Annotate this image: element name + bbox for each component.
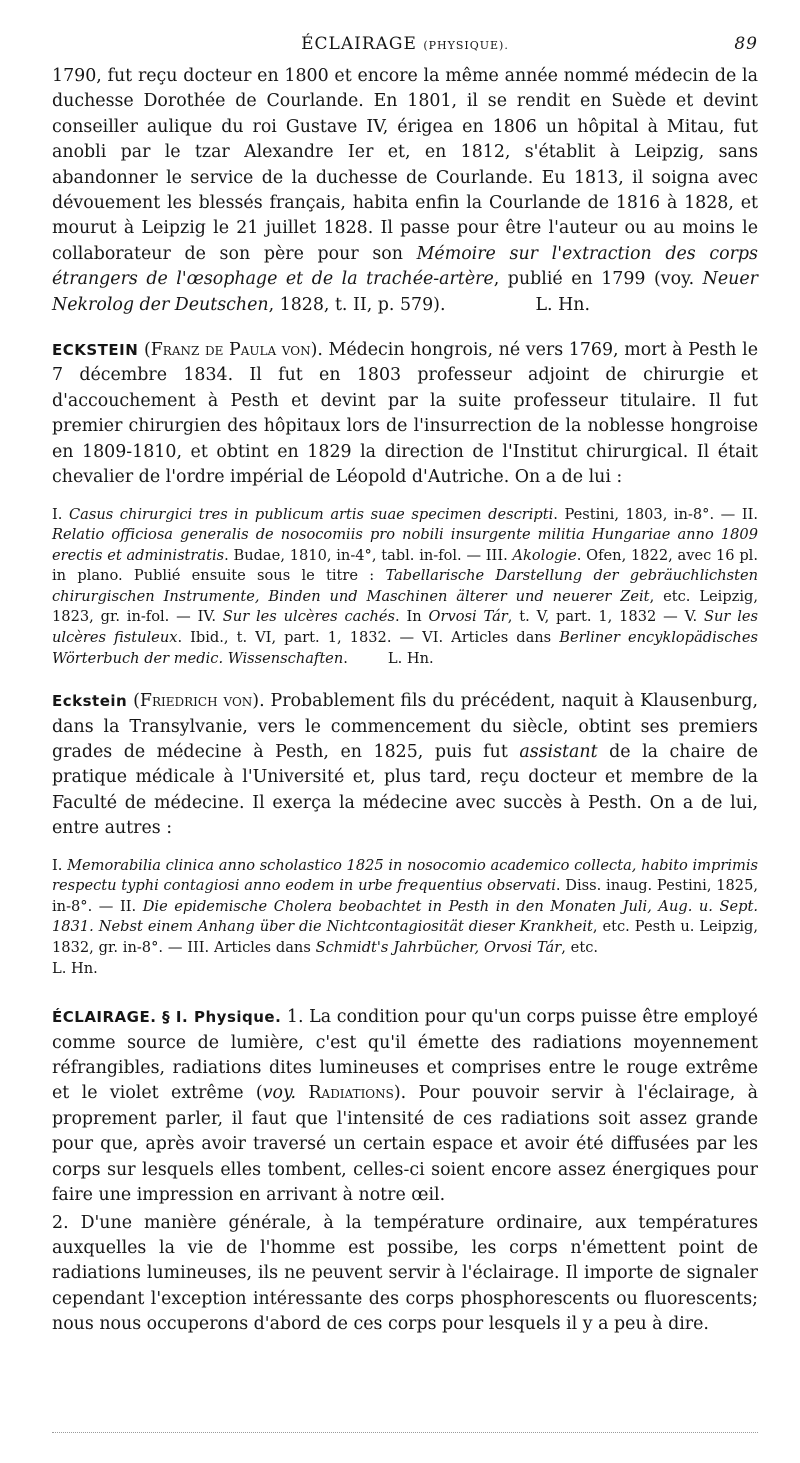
entry2-b3-end: , etc.: [561, 939, 599, 957]
entry1-b1-num: I.: [52, 505, 69, 523]
continuation-signature: L. Hn.: [535, 294, 590, 315]
entry1-bibliography: [52, 505, 758, 670]
entry1-b4-title: Sur les ulcères cachés: [222, 608, 396, 626]
entry1-b2-rest: . Budae, 1810, in-4°, tabl. in-fol. —: [224, 546, 486, 564]
entry1-b2-title: Relatio officiosa generalis de nosocomiis pro nobili insurgente militia Hungariae anno 1809 erectis et administratis: [52, 526, 758, 564]
entry1-b3-rest: . Ofen, 1822, avec 16 pl. in plano. Publié ensuite sous le titre :: [52, 546, 758, 585]
entry-eckstein-franz: [52, 338, 758, 490]
section-p1-text-end: ). Pour pouvoir servir à l'éclairage, à proprement parler, il faut que l'intensité de ces radiations soit assez grande pour que, après avoir traversé un certain espace et avoir été diffusées par les corps sur lesquels elles tombent, celles-ci soient encore assez énergiques pour faire une impression en arrivant à notre œil.: [52, 1083, 758, 1206]
entry1-b1-rest: . Pestini, 1803, in-8°. —: [553, 505, 742, 523]
continuation-text-start: 1790, fut reçu docteur en 1800 et encore la même année nommé médecin de la duchesse Dorothée de Courlande. En 1801, il se rendit en Suède et devint conseiller aulique du roi Gustave IV, érigea en 1806 un hôpital à Mitau, fut anobli par le tzar Alexandre Ier et, en 1812, s'établit à Leipzig, sans abandonner le service de la duchesse de Courlande. Eu 1813, il soigna avec dévouement les blessés français, habita enfin la Courlande de 1816 à 1828, et mourut à Leipzig le 21 juillet 1828. Il passe pour être l'auteur ou au moins le collaborateur de son père pour son: [52, 66, 758, 264]
entry1-b3-num: III.: [485, 546, 513, 564]
entry2-name: Eckstein: [52, 692, 128, 711]
section-title: ÉCLAIRAGE.: [52, 1008, 157, 1027]
entry1-b6-num: VI.: [422, 629, 452, 647]
entry1-text: Médecin hongrois, né vers 1769, mort à Pesth le 7 décembre 1834. Il fut en 1803 professeur adjoint de chirurgie et d'accouchement à Pesth et devint par la suite professeur titulaire. Il fut premier chirurgien des hôpitaux lors de l'insurrection de la noblesse hongroise en 1809-1810, et obtint en 1829 la direction de l'Institut chirurgical. Il était chevalier de l'ordre impérial de Léopold d'Autriche. On a de lui :: [52, 340, 758, 488]
section-paragraph-2: [52, 1211, 758, 1338]
bottom-rule: [52, 1432, 758, 1433]
running-title-sub: (PHYSIQUE).: [423, 39, 509, 52]
entry-eckstein-friedrich: [52, 689, 758, 841]
entry2-text-start: Probablement fils du précédent, naquit à Klausenburg, dans la Transylvanie, vers le commencement du siècle, obtint ses premiers grades de médecine à Pesth, en 1825, puis fut: [52, 691, 758, 763]
running-head: [52, 30, 758, 64]
entry1-b4-journal: Orvosi Tár: [428, 608, 508, 626]
entry2-b3-title: Schmidt's Jahrbücher, Orvosi Tár: [315, 939, 562, 957]
entry1-signature: L. Hn.: [387, 649, 434, 667]
entry2-signature: L. Hn.: [52, 959, 98, 977]
entry1-b2-num: II.: [741, 505, 758, 523]
section-p1-ref: Radiations: [296, 1083, 394, 1104]
entry2-b2-num: II.: [119, 897, 143, 915]
section-p1-text-start: La condition pour qu'un corps puisse être employé comme source de lumière, c'est qu'il émette des radiations moyennement réfrangibles, radiations dites lumineuses et comprises entre le rouge extrême et le violet extrême (: [52, 1007, 758, 1104]
entry2-b1-title: Memorabilia clinica anno scholastico 1825 in nosocomio academico collecta, habito imprimis respectu typhi contagiosi anno eodem in urbe frequentius observati: [52, 856, 758, 895]
entry2-b2-rest: , etc. Pesth u. Leipzig, 1832, gr. in-8°. —: [52, 918, 758, 957]
continuation-text-mid: , publié en 1799 (voy.: [493, 269, 703, 290]
entry1-b4-num: IV.: [197, 608, 223, 626]
entry2-b3-rest: Articles dans: [214, 939, 316, 957]
continuation-reference: Neuer Nekrolog der Deutschen: [52, 269, 758, 315]
entry1-name: ECKSTEIN: [52, 341, 139, 360]
running-title: [52, 34, 758, 54]
entry2-bibliography: [52, 856, 758, 980]
entry2-b2-title: Die epidemische Cholera beobachtet in Pesth in den Monaten Juli, Aug. u. Sept. 1831. Nebst einem Anhang über die Nichtcontagiosität dieser Krankheit: [52, 897, 758, 936]
entry2-text-end: de la chaire de pratique médicale à l'Université et, plus tard, reçu docteur et membre de la Faculté de médecine. Il exerça la médecine avec succès à Pesth. On a de lui, entre autres :: [52, 742, 758, 839]
continuation-work-title: Mémoire sur l'extraction des corps étrangers de l'œsophage et de la trachée-artère: [52, 243, 758, 290]
entry1-b5-num: V.: [684, 608, 705, 626]
entry1-b6-end: .: [343, 649, 348, 667]
entry1-b5-title: Sur les ulcères fistuleux: [52, 608, 759, 647]
section-subtitle: § I. Physique.: [162, 1008, 282, 1027]
entry2-italic-word: assistant: [519, 742, 598, 763]
entry2-b1-rest: . Diss. inaug. Pestini, 1825, in-8°. —: [52, 877, 758, 915]
continuation-text-end: , 1828, t. II, p. 579).: [268, 294, 446, 315]
entry1-b1-title: Casus chirurgici tres in publicum artis suae specimen descripti: [68, 505, 554, 523]
entry1-b3-title2: Tabellarische Darstellung der gebräuchlichsten chirurgischen Instrumente, Binden und Maschinen älterer und neuerer Zeit: [52, 567, 758, 605]
entry1-given: (Franz de Paula von).: [143, 340, 323, 361]
entry2-b1-num: I.: [52, 856, 68, 874]
entry1-b4-rest2: , t. V, part. 1, 1832 —: [507, 608, 685, 626]
entry1-b3-rest2: , etc. Leipzig, 1823, gr. in-fol. —: [52, 587, 759, 626]
section-p1-num: 1.: [281, 1007, 310, 1028]
running-title-main: ÉCLAIRAGE: [301, 34, 417, 54]
entry2-given: (Friedrich von).: [133, 691, 265, 712]
section-p2-text: 2. D'une manière générale, à la température ordinaire, aux températures auxquelles la vie de l'homme est possibe, les corps n'émettent point de radiations lumineuses, ils ne peuvent servir à l'éclairage. Il importe de signaler cependant l'exception intéressante des corps phosphorescents ou fluorescents; nous nous occuperons d'abord de ces corps pour lesquels il y a peu à dire.: [52, 1212, 758, 1335]
entry1-b6-title: Berliner encyklopädisches Wörterbuch der medic. Wissenschaften: [52, 629, 758, 667]
continuation-paragraph: [52, 64, 758, 318]
section-p1-voy: voy.: [262, 1083, 297, 1104]
entry1-b3-title: Akologie: [512, 546, 577, 564]
entry1-b6-rest: Articles dans: [451, 629, 560, 647]
section-paragraph-1: [52, 1005, 758, 1208]
entry1-b4-rest: . In: [395, 608, 429, 626]
page-number: 89: [734, 34, 758, 54]
entry1-b5-rest: . Ibid., t. VI, part. 1, 1832. —: [177, 629, 423, 647]
entry2-b3-num: III.: [187, 939, 215, 957]
